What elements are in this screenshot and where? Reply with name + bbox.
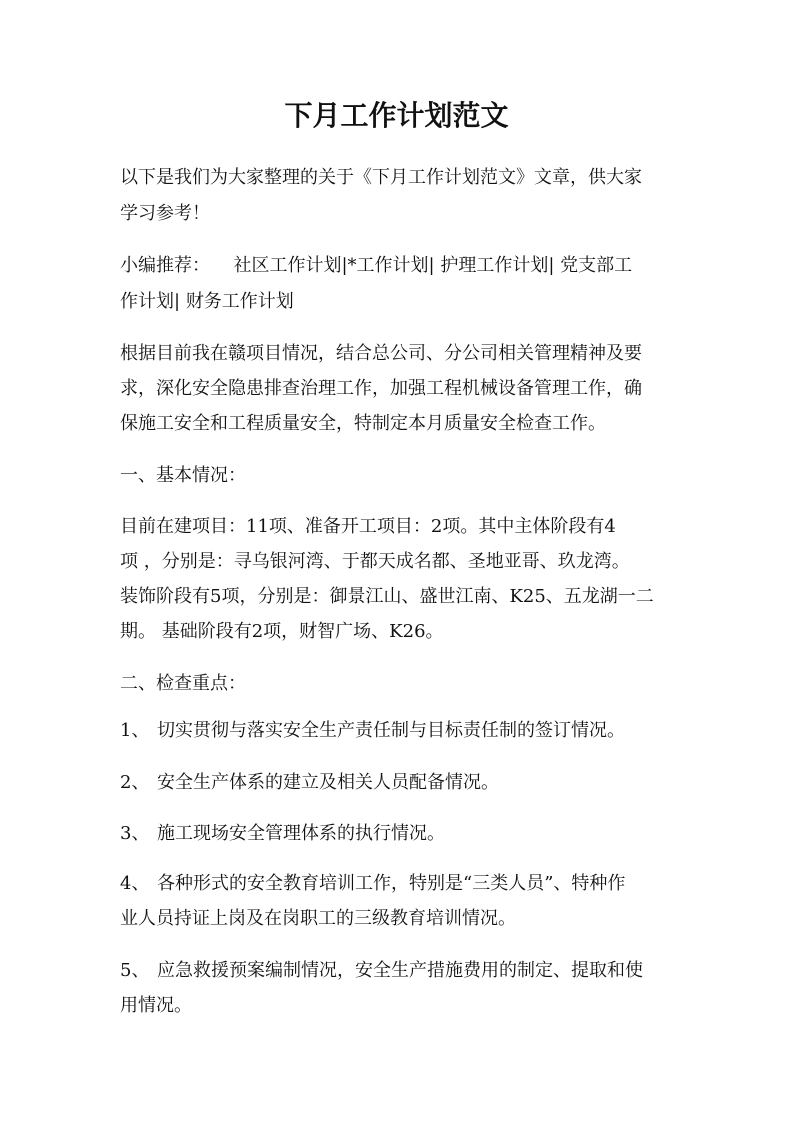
recommend-line-1 bbox=[120, 254, 632, 278]
list-item-text: 安全生产体系的建立及相关人员配备情况。 bbox=[157, 772, 499, 793]
section2-heading: 二、检查重点： bbox=[120, 673, 246, 694]
link-party-branch-plan-part1[interactable]: 党支部工 bbox=[560, 255, 633, 276]
link-community-plan[interactable]: 社区工作计划 bbox=[233, 255, 342, 276]
list-item bbox=[120, 872, 625, 896]
link-party-branch-plan-part2[interactable]: 作计划 bbox=[120, 291, 174, 312]
list-item-number: 3、 bbox=[120, 823, 150, 844]
list-item bbox=[120, 771, 499, 795]
list-item-text: 切实贯彻与落实安全生产责任制与目标责任制的签订情况。 bbox=[157, 720, 625, 741]
list-item-number: 4、 bbox=[120, 873, 150, 894]
section1-line-4: 期。 基础阶段有2项，财智广场、K26。 bbox=[120, 621, 444, 642]
intro-line-2: 学习参考！ bbox=[120, 203, 210, 224]
list-item-text: 应急救援预案编制情况，安全生产措施费用的制定、提取和使 bbox=[157, 960, 643, 981]
list-item-continuation: 业人员持证上岗及在岗职工的三级教育培训情况。 bbox=[120, 908, 516, 929]
link-separator: | bbox=[174, 291, 181, 312]
link-nursing-plan[interactable]: 护理工作计划 bbox=[440, 255, 549, 276]
section1-line-3: 装饰阶段有5项，分别是：御景江山、盛世江南、K25、五龙湖一二 bbox=[120, 586, 654, 607]
intro-line-1: 以下是我们为大家整理的关于《下月工作计划范文》文章，供大家 bbox=[120, 167, 642, 188]
page-title: 下月工作计划范文 bbox=[284, 99, 509, 132]
paragraph1-line-3: 保施工安全和工程质量安全，特制定本月质量安全检查工作。 bbox=[120, 413, 606, 434]
list-item-text: 施工现场安全管理体系的执行情况。 bbox=[157, 823, 445, 844]
list-item-text: 各种形式的安全教育培训工作，特别是“三类人员”、特种作 bbox=[157, 873, 626, 894]
paragraph1-line-2: 求，深化安全隐患排查治理工作，加强工程机械设备管理工作，确 bbox=[120, 378, 642, 399]
section1-line-1: 目前在建项目：11项、准备开工项目：2项。其中主体阶段有4 bbox=[120, 516, 616, 537]
paragraph1-line-1: 根据目前我在赣项目情况，结合总公司、分公司相关管理精神及要 bbox=[120, 343, 642, 364]
list-item-continuation: 用情况。 bbox=[120, 995, 192, 1016]
list-item bbox=[120, 719, 625, 743]
recommend-line-2 bbox=[120, 290, 294, 314]
section1-line-2: 项 ，分别是：寻乌银河湾、于都天成名都、圣地亚哥、玖龙湾。 bbox=[120, 551, 630, 572]
link-separator: | bbox=[548, 255, 555, 276]
list-item-number: 1、 bbox=[120, 720, 150, 741]
link-separator: | bbox=[341, 255, 348, 276]
list-item-number: 2、 bbox=[120, 772, 150, 793]
link-work-plan[interactable]: *工作计划 bbox=[347, 255, 429, 276]
list-item bbox=[120, 822, 445, 846]
link-separator: | bbox=[428, 255, 435, 276]
list-item-number: 5、 bbox=[120, 960, 150, 981]
section1-heading: 一、基本情况： bbox=[120, 465, 246, 486]
recommend-label: 小编推荐： bbox=[120, 255, 210, 276]
link-finance-plan[interactable]: 财务工作计划 bbox=[185, 291, 294, 312]
list-item bbox=[120, 959, 643, 983]
